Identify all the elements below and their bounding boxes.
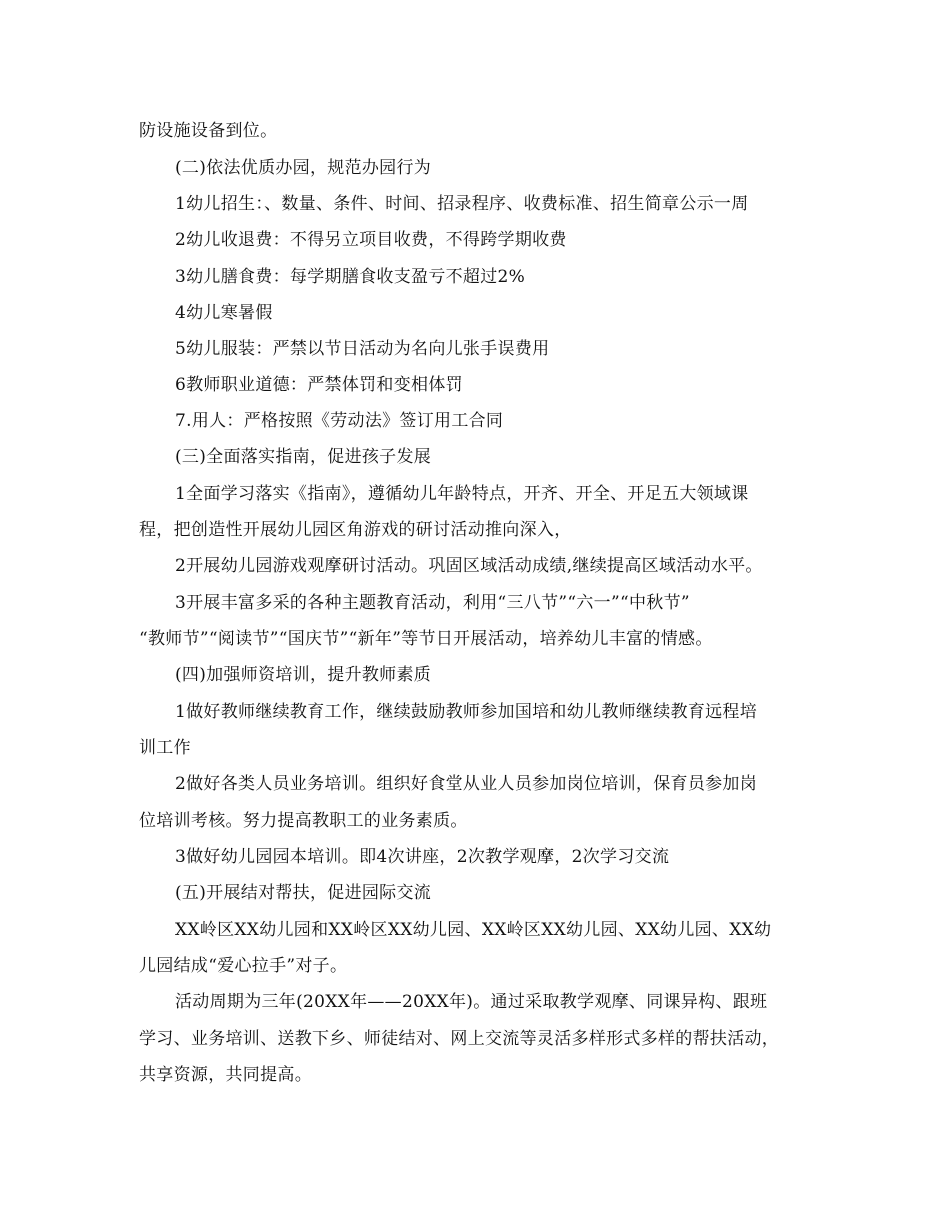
list-item: 4幼儿寒暑假 (175, 303, 273, 323)
list-item: 1幼儿招生：、数量、条件、时间、招录程序、收费标准、招生简章公示一周 (175, 194, 749, 214)
list-item: 6教师职业道德：严禁体罚和变相体罚 (175, 375, 463, 395)
paragraph-line: 程，把创造性开展幼儿园区角游戏的研讨活动推向深入， (139, 520, 572, 540)
paragraph-line: 2做好各类人员业务培训。组织好食堂从业人员参加岗位培训，保育员参加岗 (175, 774, 758, 794)
paragraph-line: 2开展幼儿园游戏观摩研讨活动。巩固区域活动成绩,继续提高区域活动水平。 (175, 556, 763, 576)
list-item: 7.用人：严格按照《劳动法》签订用工合同 (175, 411, 504, 431)
paragraph-line: 共享资源，共同提高。 (139, 1065, 312, 1085)
section-heading: (三)全面落实指南，促进孩子发展 (175, 447, 432, 467)
list-item: 3幼儿膳食费：每学期膳食收支盈亏不超过2% (175, 267, 526, 287)
paragraph-line: 3做好幼儿园园本培训。即4次讲座，2次教学观摩，2次学习交流 (175, 847, 670, 867)
paragraph-line: 儿园结成“爱心拉手”对子。 (139, 956, 348, 976)
section-heading: (二)依法优质办园，规范办园行为 (175, 158, 432, 178)
paragraph-line: 位培训考核。努力提高教职工的业务素质。 (139, 811, 468, 831)
list-item: 2幼儿收退费：不得另立项目收费，不得跨学期收费 (175, 230, 567, 250)
section-heading: (四)加强师资培训，提升教师素质 (175, 665, 432, 685)
text-line: 防设施设备到位。 (139, 121, 278, 141)
paragraph-line: XX岭区XX幼儿园和XX岭区XX幼儿园、XX岭区XX幼儿园、XX幼儿园、XX幼 (175, 920, 772, 940)
paragraph-line: 训工作 (139, 738, 191, 758)
paragraph-line: 活动周期为三年(20XX年——20XX年)。通过采取教学观摩、同课异构、跟班 (175, 992, 768, 1012)
list-item: 5幼儿服装：严禁以节日活动为名向儿张手误费用 (175, 339, 550, 359)
paragraph-line: 1全面学习落实《指南》，遵循幼儿年龄特点，开齐、开全、开足五大领域课 (175, 484, 749, 504)
paragraph-line: 1做好教师继续教育工作，继续鼓励教师参加国培和幼儿教师继续教育远程培 (175, 702, 758, 722)
paragraph-line: 学习、业务培训、送教下乡、师徒结对、网上交流等灵活多样形式多样的帮扶活动， (139, 1029, 780, 1049)
paragraph-line: 3开展丰富多采的各种主题教育活动，利用“三八节”“六一”“中秋节” (175, 593, 690, 613)
paragraph-line: “教师节”“阅读节”“国庆节”“新年”等节日开展活动，培养幼儿丰富的情感。 (139, 629, 713, 649)
section-heading: (五)开展结对帮扶，促进园际交流 (175, 883, 432, 903)
